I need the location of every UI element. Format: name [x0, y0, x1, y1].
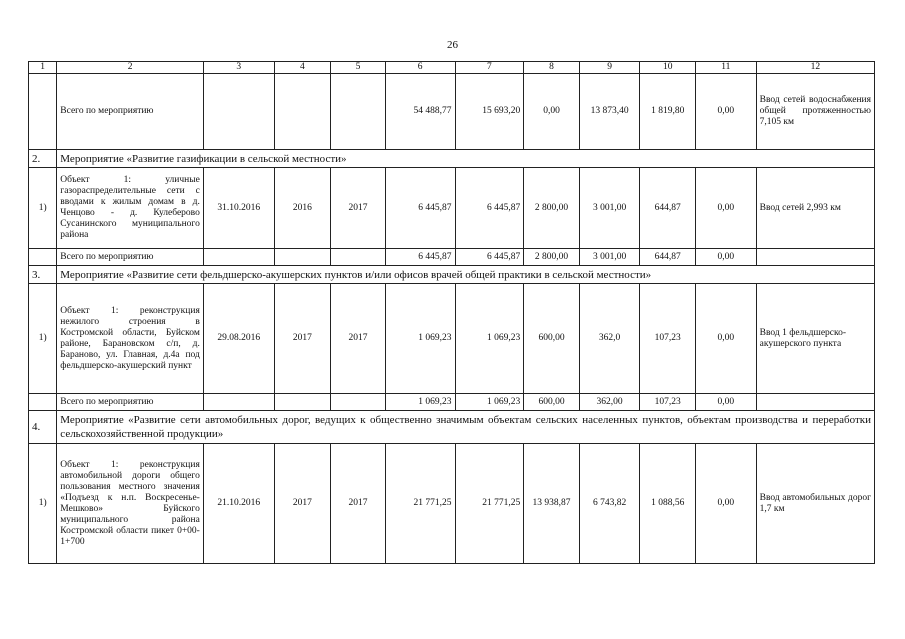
object-row	[29, 168, 875, 249]
value-cell: 1 069,23	[455, 284, 524, 394]
header-cell: 12	[756, 62, 874, 74]
object-date: 29.08.2016	[203, 284, 274, 394]
section-title: Мероприятие «Развитие газификации в сельской местности»	[57, 150, 875, 168]
value-cell: 1 069,23	[455, 394, 524, 411]
value-cell: 54 488,77	[385, 74, 455, 150]
value-cell: 6 445,87	[385, 168, 455, 249]
value-cell: 6 445,87	[455, 249, 524, 266]
value-cell: 107,23	[640, 394, 696, 411]
value-cell: 2 800,00	[524, 249, 580, 266]
object-date: 31.10.2016	[203, 168, 274, 249]
section-row	[29, 411, 875, 444]
header-cell: 11	[696, 62, 757, 74]
value-cell: 644,87	[640, 249, 696, 266]
result-cell: Ввод автомобильных дорог 1,7 км	[756, 444, 874, 564]
section-number: 3.	[29, 266, 57, 284]
value-cell: 6 445,87	[455, 168, 524, 249]
section-title: Мероприятие «Развитие сети автомобильных дорог, ведущих к общественно значимым объектам сельских населенных пунктов, объектам производства и переработки сельскохозяйственной продукции»	[57, 411, 875, 444]
header-row	[29, 62, 875, 74]
result-cell: Ввод сетей водоснабжения общей протяженностью 7,105 км	[756, 74, 874, 150]
total-label: Всего по мероприятию	[57, 394, 204, 411]
value-cell: 107,23	[640, 284, 696, 394]
section-title: Мероприятие «Развитие сети фельдшерско-акушерских пунктов и/или офисов врачей общей практики в сельской местности»	[57, 266, 875, 284]
total-label: Всего по мероприятию	[57, 74, 204, 150]
value-cell: 13 873,40	[579, 74, 640, 150]
header-cell: 7	[455, 62, 524, 74]
object-name: Объект 1: реконструкция нежилого строения в Костромской области, Буйском районе, Барановском с/п, д. Бараново, ул. Главная, д.4а под фельдшерско-акушерский пункт	[57, 284, 204, 394]
object-number: 1)	[29, 284, 57, 394]
total-row	[29, 394, 875, 411]
header-cell: 8	[524, 62, 580, 74]
value-cell: 0,00	[696, 444, 757, 564]
year-start: 2016	[274, 168, 331, 249]
total-row	[29, 249, 875, 266]
year-end: 2017	[331, 168, 386, 249]
value-cell: 1 088,56	[640, 444, 696, 564]
page-number: 26	[447, 39, 458, 51]
section-number: 2.	[29, 150, 57, 168]
value-cell: 21 771,25	[455, 444, 524, 564]
object-row	[29, 444, 875, 564]
total-row	[29, 74, 875, 150]
object-name: Объект 1: уличные газораспределительные сети с вводами к жилым домам в д. Ченцово - д. Кулеберово Сусанинского муниципального района	[57, 168, 204, 249]
header-cell: 6	[385, 62, 455, 74]
value-cell: 644,87	[640, 168, 696, 249]
value-cell: 0,00	[696, 284, 757, 394]
year-end: 2017	[331, 284, 386, 394]
value-cell: 0,00	[696, 168, 757, 249]
header-cell: 1	[29, 62, 57, 74]
total-label: Всего по мероприятию	[57, 249, 204, 266]
value-cell: 13 938,87	[524, 444, 580, 564]
header-cell: 9	[579, 62, 640, 74]
value-cell: 0,00	[696, 74, 757, 150]
value-cell: 0,00	[696, 249, 757, 266]
result-cell: Ввод 1 фельдшерско-акушерского пункта	[756, 284, 874, 394]
year-start: 2017	[274, 444, 331, 564]
value-cell: 0,00	[524, 74, 580, 150]
header-cell: 5	[331, 62, 386, 74]
object-number: 1)	[29, 168, 57, 249]
value-cell: 0,00	[696, 394, 757, 411]
object-date: 21.10.2016	[203, 444, 274, 564]
section-row	[29, 150, 875, 168]
header-cell: 4	[274, 62, 331, 74]
value-cell: 1 069,23	[385, 284, 455, 394]
value-cell: 1 069,23	[385, 394, 455, 411]
value-cell: 6 445,87	[385, 249, 455, 266]
section-number: 4.	[29, 411, 57, 444]
object-number: 1)	[29, 444, 57, 564]
year-end: 2017	[331, 444, 386, 564]
value-cell: 15 693,20	[455, 74, 524, 150]
result-cell: Ввод сетей 2,993 км	[756, 168, 874, 249]
value-cell: 362,00	[579, 394, 640, 411]
header-cell: 3	[203, 62, 274, 74]
value-cell: 21 771,25	[385, 444, 455, 564]
value-cell: 2 800,00	[524, 168, 580, 249]
object-row	[29, 284, 875, 394]
value-cell: 3 001,00	[579, 168, 640, 249]
year-start: 2017	[274, 284, 331, 394]
value-cell: 1 819,80	[640, 74, 696, 150]
section-row	[29, 266, 875, 284]
value-cell: 600,00	[524, 284, 580, 394]
header-cell: 10	[640, 62, 696, 74]
object-name: Объект 1: реконструкция автомобильной дороги общего пользования местного значения «Подъезд к н.п. Воскресенье-Мешково» Буйского муниципального района Костромской области пикет 0+00-1+700	[57, 444, 204, 564]
program-table	[28, 61, 875, 564]
header-cell: 2	[57, 62, 204, 74]
value-cell: 6 743,82	[579, 444, 640, 564]
value-cell: 3 001,00	[579, 249, 640, 266]
value-cell: 600,00	[524, 394, 580, 411]
value-cell: 362,0	[579, 284, 640, 394]
